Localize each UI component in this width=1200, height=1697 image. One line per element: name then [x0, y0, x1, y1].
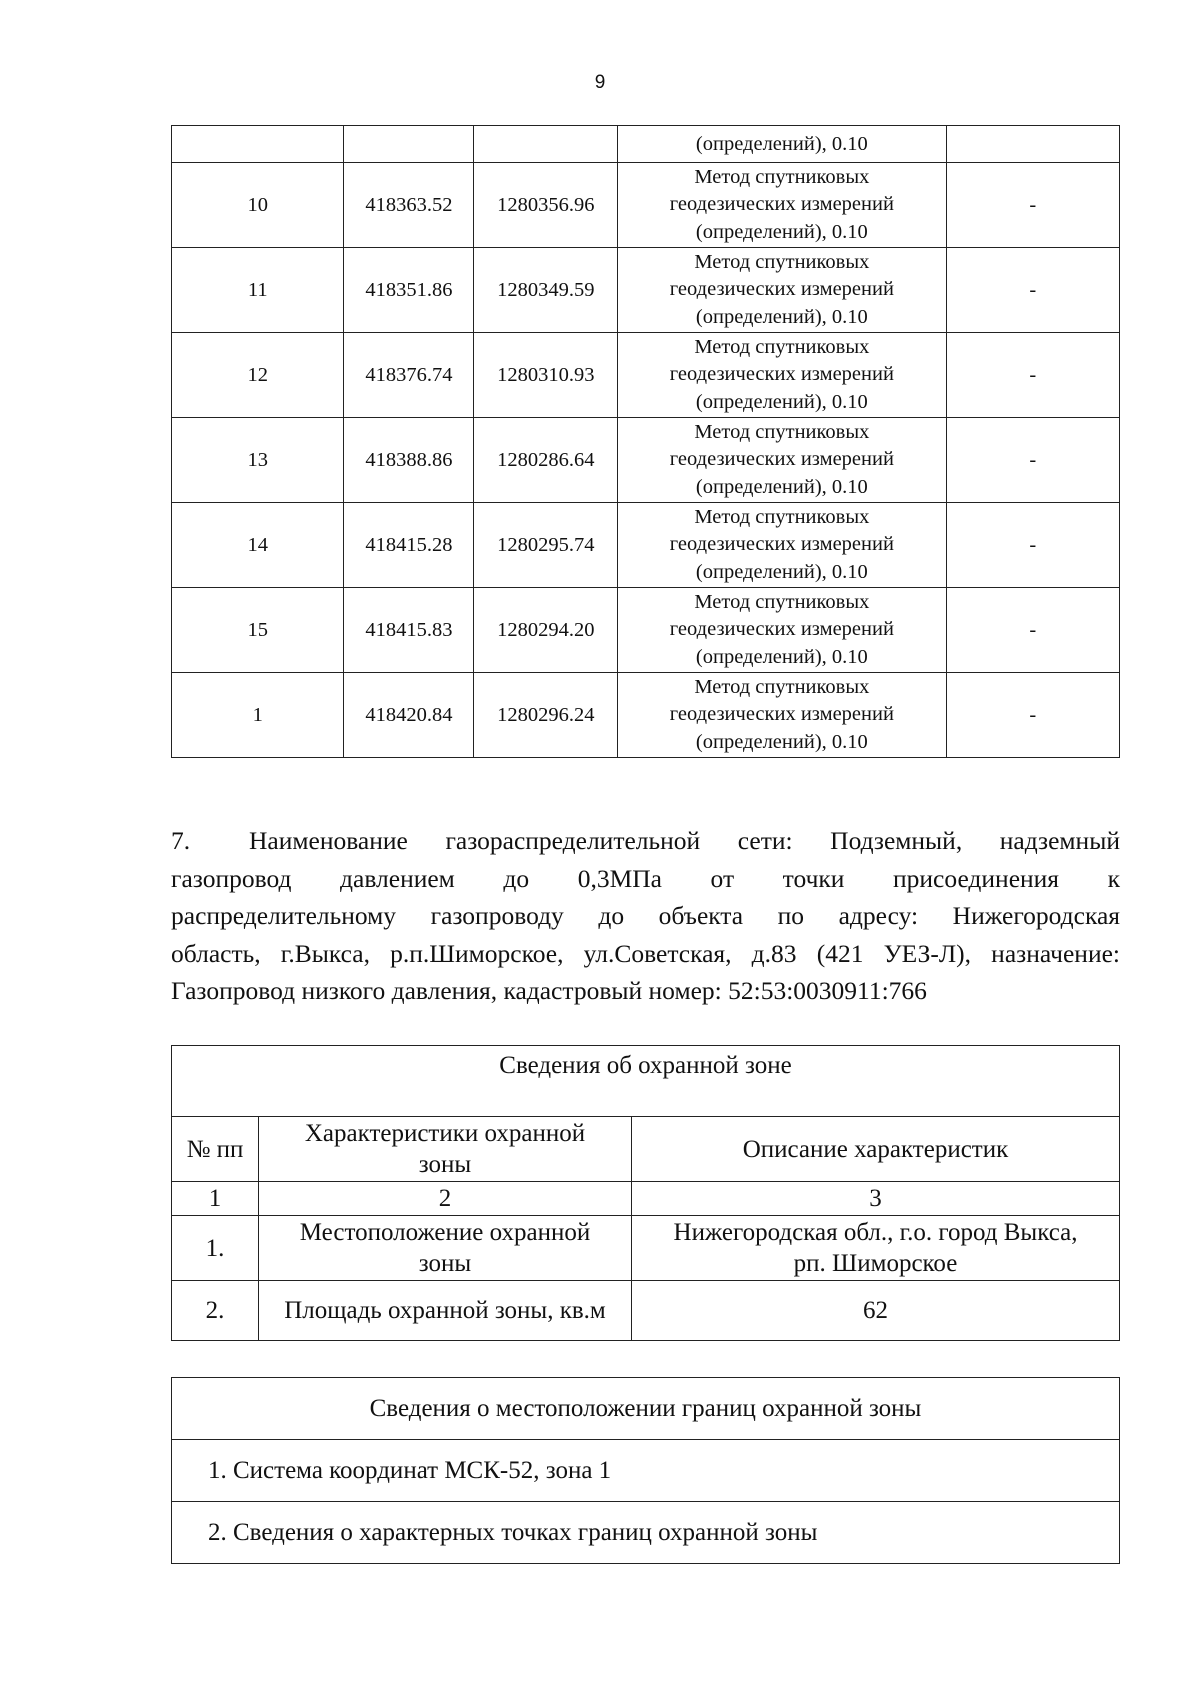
x-cell: 418363.52 — [344, 163, 474, 248]
characteristic-cell — [259, 1216, 632, 1281]
description-cell: - — [946, 333, 1119, 418]
section-paragraph — [171, 822, 1120, 1010]
y-cell: 1280286.64 — [474, 418, 618, 503]
x-cell: 418376.74 — [344, 333, 474, 418]
x-cell: 418388.86 — [344, 418, 474, 503]
protection-zone-table — [171, 1045, 1120, 1341]
method-line: геодезических измерений — [669, 533, 894, 556]
column-header-characteristic — [259, 1117, 632, 1182]
paragraph-line — [171, 822, 1120, 860]
cell-line: рп. Шиморское — [793, 1250, 958, 1277]
characteristic-cell: Площадь охранной зоны, кв.м — [259, 1281, 632, 1341]
column-header-description: Описание характеристик — [632, 1117, 1120, 1182]
x-cell: 418420.84 — [344, 673, 474, 758]
section-number: 7. — [171, 826, 191, 855]
y-cell: 1280296.24 — [474, 673, 618, 758]
column-number: 3 — [632, 1182, 1120, 1216]
column-numbers-row — [172, 1182, 1120, 1216]
point-cell: 11 — [172, 248, 344, 333]
table-row — [172, 503, 1120, 588]
cell-line: Нижегородская обл., г.о. город Выкса, — [673, 1219, 1078, 1246]
cell-line: Местоположение охранной — [299, 1219, 591, 1246]
table-row — [172, 1281, 1120, 1341]
x-cell — [344, 126, 474, 163]
table-row — [172, 163, 1120, 248]
description-cell: - — [946, 418, 1119, 503]
table-title-row — [172, 1046, 1120, 1117]
y-cell: 1280310.93 — [474, 333, 618, 418]
method-line: геодезических измерений — [669, 618, 894, 641]
boundaries-table — [171, 1377, 1120, 1564]
method-line: Метод спутниковых — [694, 590, 870, 613]
table-title: Сведения о местоположении границ охранной зоны — [172, 1378, 1120, 1440]
description-cell: - — [946, 503, 1119, 588]
table-row — [172, 333, 1120, 418]
description-cell: 62 — [632, 1281, 1120, 1341]
point-cell: 13 — [172, 418, 344, 503]
point-cell: 15 — [172, 588, 344, 673]
table-row — [172, 1440, 1120, 1502]
x-cell: 418415.83 — [344, 588, 474, 673]
method-cell — [618, 248, 946, 333]
table-row — [172, 418, 1120, 503]
description-cell: - — [946, 673, 1119, 758]
table-title: Сведения об охранной зоне — [172, 1046, 1120, 1117]
method-cell: (определений), 0.10 — [618, 126, 946, 163]
coordinates-table — [171, 125, 1120, 758]
table-row — [172, 588, 1120, 673]
method-line: Метод спутниковых — [694, 420, 870, 443]
row-number: 2. — [172, 1281, 259, 1341]
method-line: геодезических измерений — [669, 278, 894, 301]
method-line: геодезических измерений — [669, 193, 894, 216]
method-line: геодезических измерений — [669, 448, 894, 471]
method-cell — [618, 418, 946, 503]
column-header-num: № пп — [172, 1117, 259, 1182]
method-line: (определений), 0.10 — [695, 560, 868, 583]
point-cell: 14 — [172, 503, 344, 588]
table-row — [172, 1502, 1120, 1564]
page-number: 9 — [594, 72, 606, 93]
method-line: Метод спутниковых — [694, 335, 870, 358]
paragraph-text: Наименование газораспределительной сети: Подземный, надземный — [249, 826, 1120, 855]
y-cell: 1280295.74 — [474, 503, 618, 588]
x-cell: 418415.28 — [344, 503, 474, 588]
x-cell: 418351.86 — [344, 248, 474, 333]
paragraph-line: газопровод давлением до 0,3МПа от точки присоединения к — [171, 863, 1120, 893]
method-cell — [618, 588, 946, 673]
description-cell: - — [946, 588, 1119, 673]
point-cell: 1 — [172, 673, 344, 758]
coordinate-system-item: 1. Система координат МСК-52, зона 1 — [172, 1440, 1120, 1502]
method-line: (определений), 0.10 — [695, 390, 868, 413]
table-row — [172, 1216, 1120, 1281]
method-line: геодезических измерений — [669, 703, 894, 726]
method-line: Метод спутниковых — [694, 250, 870, 273]
method-line: Метод спутниковых — [694, 675, 870, 698]
table-row — [172, 126, 1120, 163]
column-number: 2 — [259, 1182, 632, 1216]
method-line: Метод спутниковых — [694, 505, 870, 528]
column-number: 1 — [172, 1182, 259, 1216]
method-cell — [618, 503, 946, 588]
y-cell: 1280349.59 — [474, 248, 618, 333]
method-line: (определений), 0.10 — [695, 305, 868, 328]
description-cell — [946, 126, 1119, 163]
method-line: (определений), 0.10 — [695, 730, 868, 753]
description-cell — [632, 1216, 1120, 1281]
y-cell: 1280356.96 — [474, 163, 618, 248]
y-cell: 1280294.20 — [474, 588, 618, 673]
method-cell — [618, 333, 946, 418]
method-line: Метод спутниковых — [694, 165, 870, 188]
cell-line: зоны — [418, 1250, 472, 1277]
header-line: Характеристики охранной — [304, 1120, 586, 1147]
point-cell — [172, 126, 344, 163]
method-line: (определений), 0.10 — [695, 475, 868, 498]
characteristic-points-item: 2. Сведения о характерных точках границ охранной зоны — [172, 1502, 1120, 1564]
method-line: (определений), 0.10 — [695, 220, 868, 243]
method-cell — [618, 163, 946, 248]
table-header-row — [172, 1117, 1120, 1182]
description-cell: - — [946, 163, 1119, 248]
table-title-row — [172, 1378, 1120, 1440]
paragraph-line: область, г.Выкса, р.п.Шиморское, ул.Советская, д.83 (421 УЕЗ-Л), назначение: — [171, 938, 1120, 968]
point-cell: 12 — [172, 333, 344, 418]
paragraph-line: распределительному газопроводу до объекта по адресу: Нижегородская — [171, 901, 1120, 930]
table-row — [172, 248, 1120, 333]
paragraph-line: Газопровод низкого давления, кадастровый номер: 52:53:0030911:766 — [171, 976, 927, 1005]
table-row — [172, 673, 1120, 758]
method-line: геодезических измерений — [669, 363, 894, 386]
point-cell: 10 — [172, 163, 344, 248]
y-cell — [474, 126, 618, 163]
row-number: 1. — [172, 1216, 259, 1281]
description-cell: - — [946, 248, 1119, 333]
header-line: зоны — [418, 1151, 472, 1178]
method-cell — [618, 673, 946, 758]
method-line: (определений), 0.10 — [695, 645, 868, 668]
